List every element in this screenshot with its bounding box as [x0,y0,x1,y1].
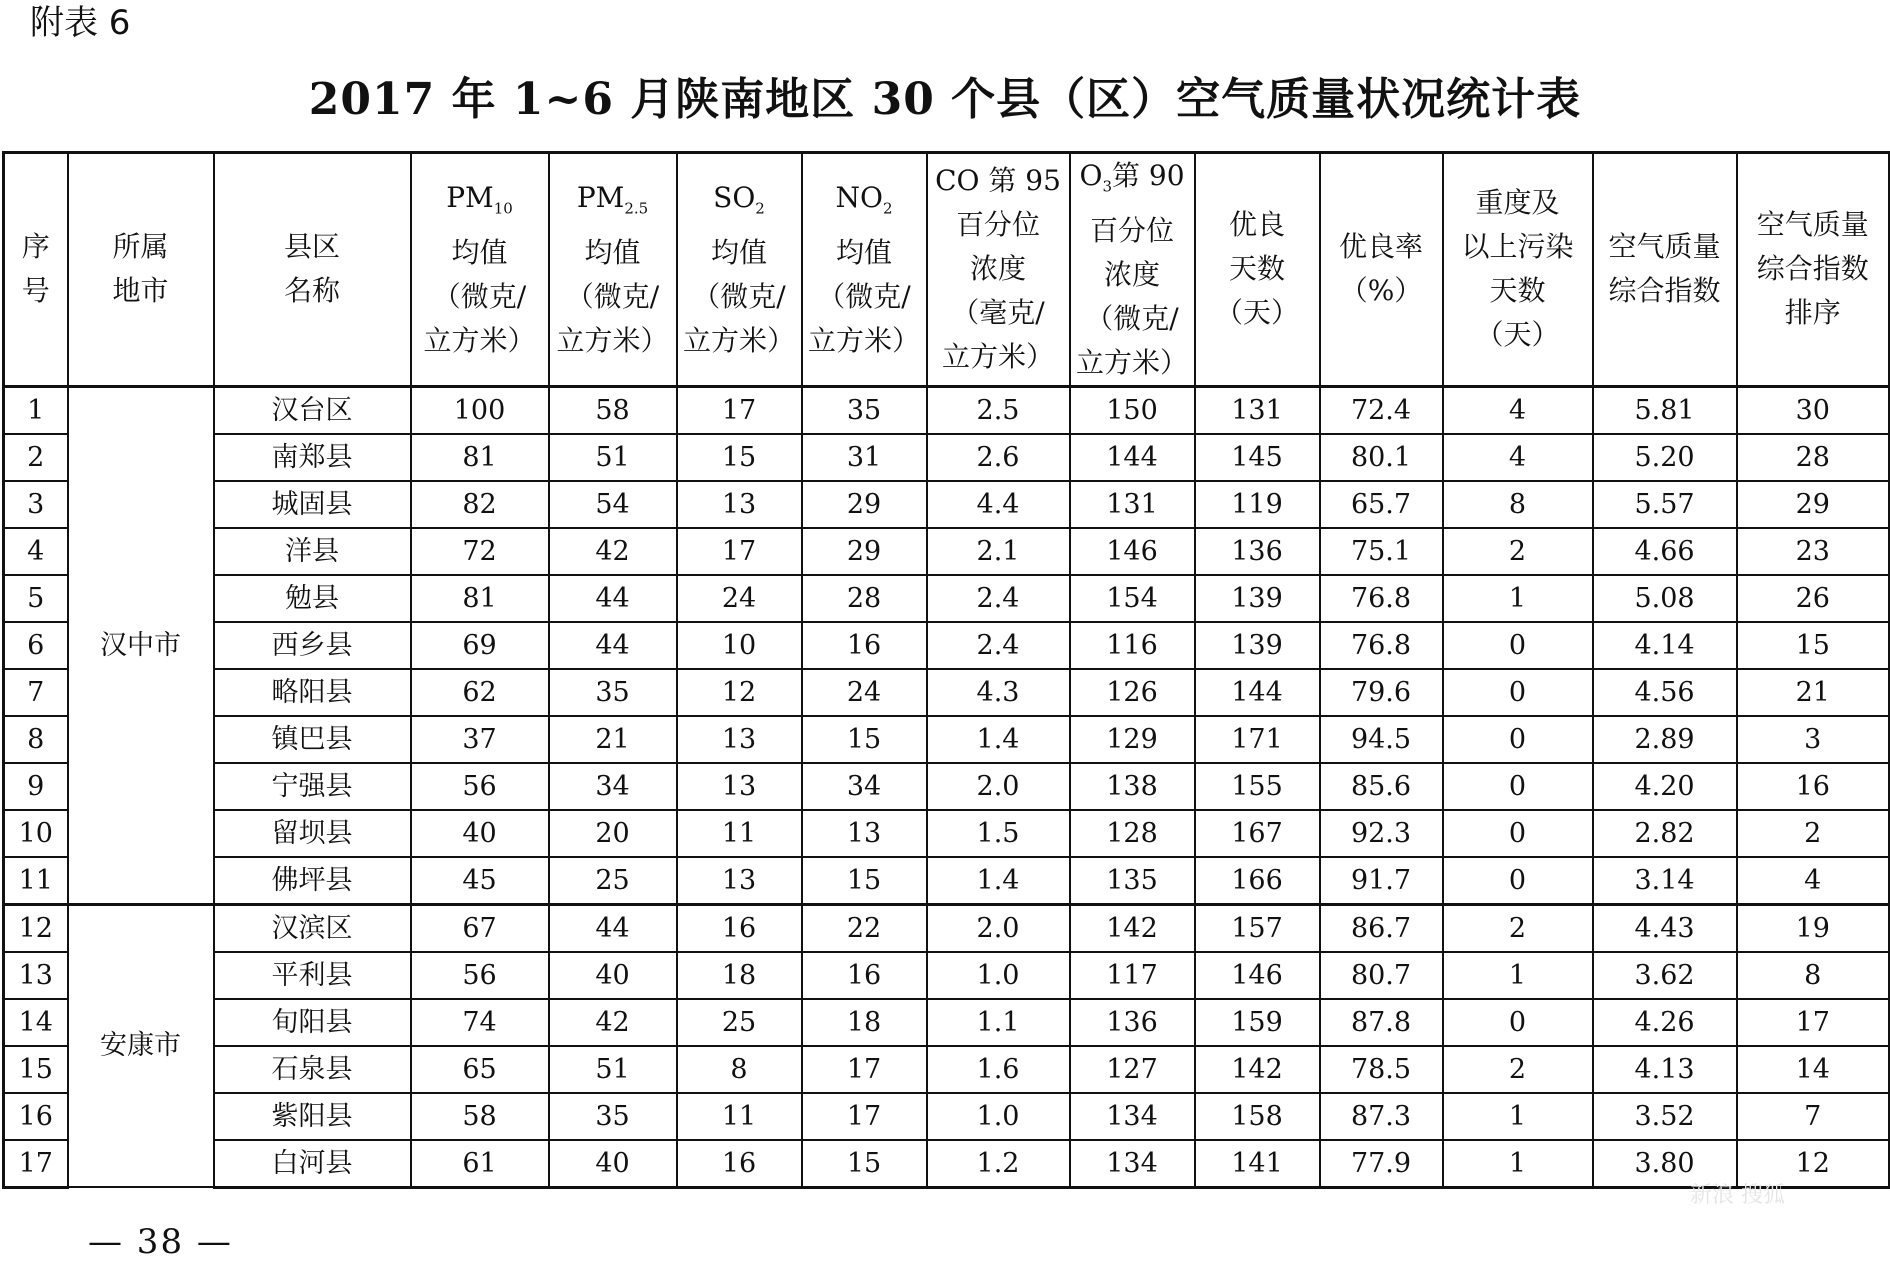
table-row [4,528,1890,575]
cell-good-rate: 72.4 [1320,386,1443,434]
cell-pm25: 40 [549,1140,677,1188]
cell-heavy-days: 1 [1443,575,1593,622]
cell-pm10: 65 [411,1046,549,1093]
cell-pm25: 44 [549,622,677,669]
cell-co: 4.3 [927,669,1070,716]
cell-aqi: 2.89 [1593,716,1737,763]
cell-good-days: 144 [1195,669,1320,716]
cell-pm25: 21 [549,716,677,763]
cell-good-rate: 80.7 [1320,952,1443,999]
cell-heavy-days: 1 [1443,1093,1593,1140]
cell-pm25: 34 [549,763,677,810]
cell-heavy-days: 0 [1443,622,1593,669]
annex-label: 附表 6 [30,3,131,43]
cell-rank: 8 [1737,952,1890,999]
cell-heavy-days: 0 [1443,810,1593,857]
cell-pm10: 82 [411,481,549,528]
cell-heavy-days: 0 [1443,716,1593,763]
table-header-row [4,153,1890,387]
cell-o3: 135 [1070,857,1195,905]
table-row [4,716,1890,763]
cell-county: 略阳县 [214,669,411,716]
cell-county: 勉县 [214,575,411,622]
cell-pm10: 69 [411,622,549,669]
cell-seq: 2 [4,434,68,481]
cell-good-rate: 87.3 [1320,1093,1443,1140]
cell-pm10: 58 [411,1093,549,1140]
cell-aqi: 3.80 [1593,1140,1737,1188]
cell-so2: 13 [677,481,802,528]
cell-rank: 14 [1737,1046,1890,1093]
cell-heavy-days: 4 [1443,434,1593,481]
header-heavy-days: 重度及 以上污染 天数 （天） [1443,153,1593,387]
header-seq: 序 号 [4,153,68,387]
cell-o3: 128 [1070,810,1195,857]
cell-o3: 127 [1070,1046,1195,1093]
watermark: 新浪 搜狐 [1690,1183,1785,1208]
cell-pm25: 35 [549,669,677,716]
cell-pm10: 67 [411,904,549,952]
cell-pm10: 45 [411,857,549,905]
cell-aqi: 5.08 [1593,575,1737,622]
cell-so2: 11 [677,810,802,857]
header-o3: $O_3$第 90 百分位 浓度 （微克/ 立方米） [1070,153,1195,387]
cell-pm10: 81 [411,434,549,481]
cell-seq: 5 [4,575,68,622]
cell-heavy-days: 1 [1443,952,1593,999]
cell-pm10: 40 [411,810,549,857]
cell-rank: 26 [1737,575,1890,622]
cell-no2: 22 [802,904,927,952]
cell-pm25: 51 [549,1046,677,1093]
cell-heavy-days: 2 [1443,1046,1593,1093]
cell-co: 4.4 [927,481,1070,528]
cell-o3: 144 [1070,434,1195,481]
cell-so2: 16 [677,1140,802,1188]
cell-no2: 18 [802,999,927,1046]
cell-pm25: 40 [549,952,677,999]
cell-good-rate: 78.5 [1320,1046,1443,1093]
table-row [4,999,1890,1046]
cell-seq: 8 [4,716,68,763]
cell-o3: 154 [1070,575,1195,622]
cell-good-rate: 65.7 [1320,481,1443,528]
cell-good-rate: 77.9 [1320,1140,1443,1188]
cell-aqi: 4.43 [1593,904,1737,952]
cell-rank: 7 [1737,1093,1890,1140]
cell-rank: 29 [1737,481,1890,528]
cell-o3: 136 [1070,999,1195,1046]
header-no2: $NO_2$ 均值 （微克/ 立方米） [802,153,927,387]
cell-good-days: 119 [1195,481,1320,528]
header-city: 所属 地市 [68,153,214,387]
cell-aqi: 4.14 [1593,622,1737,669]
table-row [4,810,1890,857]
cell-seq: 3 [4,481,68,528]
cell-heavy-days: 0 [1443,669,1593,716]
page-title: 2017 年 1~6 月陕南地区 30 个县（区）空气质量状况统计表 [308,74,1582,125]
cell-good-days: 157 [1195,904,1320,952]
cell-rank: 28 [1737,434,1890,481]
cell-county: 西乡县 [214,622,411,669]
cell-county: 汉台区 [214,386,411,434]
cell-o3: 131 [1070,481,1195,528]
cell-co: 1.0 [927,952,1070,999]
cell-good-rate: 76.8 [1320,622,1443,669]
cell-seq: 10 [4,810,68,857]
cell-seq: 11 [4,857,68,905]
cell-good-days: 141 [1195,1140,1320,1188]
cell-o3: 116 [1070,622,1195,669]
cell-seq: 6 [4,622,68,669]
cell-pm25: 35 [549,1093,677,1140]
cell-good-days: 131 [1195,386,1320,434]
cell-o3: 129 [1070,716,1195,763]
cell-heavy-days: 0 [1443,857,1593,905]
page-number: — 38 — [88,1222,233,1262]
cell-so2: 10 [677,622,802,669]
cell-county: 紫阳县 [214,1093,411,1140]
cell-co: 1.1 [927,999,1070,1046]
cell-heavy-days: 0 [1443,763,1593,810]
cell-good-days: 139 [1195,622,1320,669]
cell-good-rate: 79.6 [1320,669,1443,716]
cell-rank: 15 [1737,622,1890,669]
header-pm10: $PM_{10}$ 均值 （微克/ 立方米） [411,153,549,387]
cell-good-days: 159 [1195,999,1320,1046]
cell-pm10: 100 [411,386,549,434]
cell-good-days: 166 [1195,857,1320,905]
cell-county: 白河县 [214,1140,411,1188]
cell-aqi: 2.82 [1593,810,1737,857]
cell-good-rate: 75.1 [1320,528,1443,575]
cell-good-rate: 94.5 [1320,716,1443,763]
cell-no2: 35 [802,386,927,434]
cell-county: 汉滨区 [214,904,411,952]
cell-no2: 31 [802,434,927,481]
cell-good-days: 145 [1195,434,1320,481]
cell-o3: 146 [1070,528,1195,575]
cell-rank: 2 [1737,810,1890,857]
header-pm25: $PM_{2.5}$ 均值 （微克/ 立方米） [549,153,677,387]
cell-good-rate: 85.6 [1320,763,1443,810]
cell-good-days: 139 [1195,575,1320,622]
cell-no2: 28 [802,575,927,622]
cell-o3: 134 [1070,1140,1195,1188]
cell-no2: 15 [802,1140,927,1188]
cell-co: 2.4 [927,575,1070,622]
cell-co: 2.6 [927,434,1070,481]
cell-no2: 29 [802,481,927,528]
cell-good-rate: 92.3 [1320,810,1443,857]
table-row [4,1140,1890,1188]
cell-heavy-days: 4 [1443,386,1593,434]
cell-o3: 117 [1070,952,1195,999]
cell-county: 宁强县 [214,763,411,810]
header-good-days: 优良 天数 （天） [1195,153,1320,387]
cell-no2: 17 [802,1093,927,1140]
cell-pm25: 20 [549,810,677,857]
air-quality-table [2,151,1890,1189]
cell-county: 平利县 [214,952,411,999]
table-row [4,481,1890,528]
cell-o3: 150 [1070,386,1195,434]
cell-rank: 3 [1737,716,1890,763]
cell-rank: 4 [1737,857,1890,905]
cell-heavy-days: 1 [1443,1140,1593,1188]
cell-seq: 7 [4,669,68,716]
table-row [4,904,1890,952]
cell-pm25: 42 [549,528,677,575]
cell-heavy-days: 2 [1443,528,1593,575]
cell-pm25: 44 [549,904,677,952]
cell-rank: 23 [1737,528,1890,575]
cell-heavy-days: 8 [1443,481,1593,528]
cell-pm25: 42 [549,999,677,1046]
cell-rank: 30 [1737,386,1890,434]
cell-pm10: 61 [411,1140,549,1188]
cell-rank: 17 [1737,999,1890,1046]
cell-so2: 12 [677,669,802,716]
cell-o3: 138 [1070,763,1195,810]
cell-aqi: 4.20 [1593,763,1737,810]
cell-county: 镇巴县 [214,716,411,763]
cell-seq: 15 [4,1046,68,1093]
cell-co: 2.0 [927,904,1070,952]
cell-no2: 13 [802,810,927,857]
cell-good-rate: 91.7 [1320,857,1443,905]
header-good-rate: 优良率 （%） [1320,153,1443,387]
cell-aqi: 4.13 [1593,1046,1737,1093]
cell-good-days: 158 [1195,1093,1320,1140]
cell-county: 旬阳县 [214,999,411,1046]
cell-good-days: 155 [1195,763,1320,810]
cell-co: 1.2 [927,1140,1070,1188]
cell-so2: 25 [677,999,802,1046]
cell-seq: 17 [4,1140,68,1188]
cell-aqi: 5.81 [1593,386,1737,434]
cell-so2: 11 [677,1093,802,1140]
cell-pm10: 56 [411,952,549,999]
header-aqi: 空气质量 综合指数 [1593,153,1737,387]
cell-seq: 1 [4,386,68,434]
cell-seq: 9 [4,763,68,810]
cell-good-days: 136 [1195,528,1320,575]
cell-pm10: 56 [411,763,549,810]
cell-so2: 24 [677,575,802,622]
cell-so2: 8 [677,1046,802,1093]
cell-so2: 13 [677,857,802,905]
cell-seq: 14 [4,999,68,1046]
cell-no2: 15 [802,857,927,905]
cell-no2: 24 [802,669,927,716]
cell-pm25: 58 [549,386,677,434]
cell-no2: 16 [802,622,927,669]
cell-so2: 13 [677,763,802,810]
cell-co: 1.4 [927,857,1070,905]
cell-seq: 12 [4,904,68,952]
table-row [4,857,1890,905]
cell-o3: 134 [1070,1093,1195,1140]
cell-o3: 126 [1070,669,1195,716]
cell-co: 2.4 [927,622,1070,669]
cell-so2: 15 [677,434,802,481]
cell-aqi: 5.57 [1593,481,1737,528]
cell-good-rate: 87.8 [1320,999,1443,1046]
cell-so2: 17 [677,386,802,434]
cell-so2: 16 [677,904,802,952]
table-row [4,386,1890,434]
cell-aqi: 4.26 [1593,999,1737,1046]
cell-good-rate: 86.7 [1320,904,1443,952]
cell-pm25: 25 [549,857,677,905]
cell-rank: 16 [1737,763,1890,810]
cell-good-rate: 80.1 [1320,434,1443,481]
cell-county: 南郑县 [214,434,411,481]
cell-seq: 16 [4,1093,68,1140]
cell-heavy-days: 2 [1443,904,1593,952]
cell-no2: 15 [802,716,927,763]
cell-good-rate: 76.8 [1320,575,1443,622]
cell-pm25: 44 [549,575,677,622]
header-so2: $SO_2$ 均值 （微克/ 立方米） [677,153,802,387]
cell-seq: 4 [4,528,68,575]
cell-no2: 29 [802,528,927,575]
cell-so2: 17 [677,528,802,575]
cell-county: 留坝县 [214,810,411,857]
cell-o3: 142 [1070,904,1195,952]
cell-pm25: 51 [549,434,677,481]
cell-good-days: 171 [1195,716,1320,763]
cell-aqi: 5.20 [1593,434,1737,481]
cell-good-days: 146 [1195,952,1320,999]
cell-county: 石泉县 [214,1046,411,1093]
cell-co: 2.1 [927,528,1070,575]
header-county: 县区 名称 [214,153,411,387]
cell-no2: 17 [802,1046,927,1093]
cell-co: 2.5 [927,386,1070,434]
header-co: CO 第 95 百分位 浓度 （毫克/ 立方米） [927,153,1070,387]
table-row [4,952,1890,999]
cell-aqi: 3.62 [1593,952,1737,999]
table-body [4,386,1890,1187]
cell-seq: 13 [4,952,68,999]
cell-rank: 19 [1737,904,1890,952]
header-aqi-rank: 空气质量 综合指数 排序 [1737,153,1890,387]
cell-co: 1.6 [927,1046,1070,1093]
cell-aqi: 4.56 [1593,669,1737,716]
cell-rank: 21 [1737,669,1890,716]
cell-aqi: 4.66 [1593,528,1737,575]
cell-pm10: 81 [411,575,549,622]
cell-aqi: 3.14 [1593,857,1737,905]
cell-aqi: 3.52 [1593,1093,1737,1140]
cell-co: 1.5 [927,810,1070,857]
cell-pm10: 62 [411,669,549,716]
cell-city: 汉中市 [68,386,214,904]
cell-so2: 18 [677,952,802,999]
cell-pm10: 72 [411,528,549,575]
cell-county: 洋县 [214,528,411,575]
cell-county: 佛坪县 [214,857,411,905]
cell-good-days: 167 [1195,810,1320,857]
cell-so2: 13 [677,716,802,763]
cell-city: 安康市 [68,904,214,1187]
table-row [4,763,1890,810]
cell-no2: 16 [802,952,927,999]
cell-pm10: 37 [411,716,549,763]
cell-co: 1.4 [927,716,1070,763]
table-row [4,434,1890,481]
cell-pm25: 54 [549,481,677,528]
cell-no2: 34 [802,763,927,810]
cell-co: 1.0 [927,1093,1070,1140]
cell-rank: 12 [1737,1140,1890,1188]
cell-county: 城固县 [214,481,411,528]
cell-heavy-days: 0 [1443,999,1593,1046]
table-row [4,622,1890,669]
table-row [4,1046,1890,1093]
table-row [4,1093,1890,1140]
table-row [4,669,1890,716]
cell-good-days: 142 [1195,1046,1320,1093]
table-row [4,575,1890,622]
cell-pm10: 74 [411,999,549,1046]
cell-co: 2.0 [927,763,1070,810]
